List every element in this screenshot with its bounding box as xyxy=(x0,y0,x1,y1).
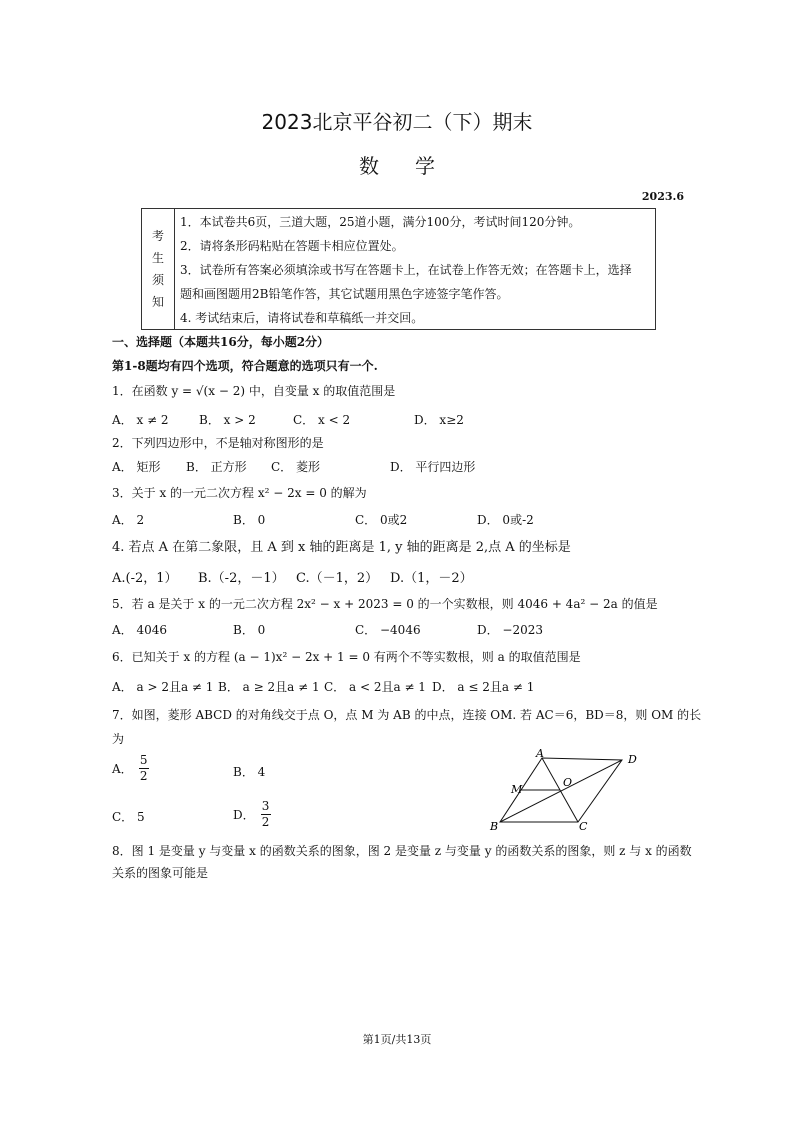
label-b: B xyxy=(490,820,499,833)
q3-option-b: B． 0 xyxy=(233,513,266,527)
question-6-stem: 6．已知关于 x 的方程 (a − 1)x² − 2x + 1 = 0 有两个不等实数根，则 a 的取值范围是 xyxy=(112,650,581,664)
question-2-stem: 2．下列四边形中，不是轴对称图形的是 xyxy=(112,436,324,450)
question-8-stem-cont: 关系的图象可能是 xyxy=(112,866,209,880)
notice-label-char: 须 xyxy=(151,273,164,287)
q2-option-b: B． 正方形 xyxy=(186,460,247,474)
q4-option-c: C.（－1，2） xyxy=(296,571,379,586)
q1-option-a: A． x ≠ 2 xyxy=(112,413,169,427)
q5-option-d: D． −2023 xyxy=(477,623,544,637)
notice-label-char: 考 xyxy=(151,229,164,243)
q7-option-b: B． 4 xyxy=(233,765,266,779)
q2-option-c: C． 菱形 xyxy=(271,460,320,474)
notice-label xyxy=(142,209,175,329)
q7-option-d-label: D． xyxy=(233,808,255,822)
q1-option-c: C． x < 2 xyxy=(293,413,351,427)
rhombus-figure xyxy=(482,748,642,838)
question-1-stem: 1．在函数 y = √(x − 2) 中，自变量 x 的取值范围是 xyxy=(112,384,396,398)
q5-option-a: A． 4046 xyxy=(112,623,168,637)
q5-option-b: B． 0 xyxy=(233,623,266,637)
fraction xyxy=(139,754,149,783)
q6-option-d: D． a ≤ 2且a ≠ 1 xyxy=(432,680,535,694)
q3-option-a: A． 2 xyxy=(112,513,145,527)
label-a: A xyxy=(536,748,544,760)
label-d: D xyxy=(628,753,637,766)
notice-line: 1．本试卷共6页，三道大题，25道小题，满分100分，考试时间120分钟。 xyxy=(180,215,581,229)
notice-label-char: 知 xyxy=(151,295,164,309)
q2-option-d: D． 平行四边形 xyxy=(390,460,476,474)
notice-line: 2．请将条形码粘贴在答题卡相应位置处。 xyxy=(180,239,404,253)
exam-date: 2023.6 xyxy=(641,190,684,203)
q7-option-a xyxy=(112,754,149,783)
fraction-denominator: 2 xyxy=(261,815,270,829)
question-3-stem: 3．关于 x 的一元二次方程 x² − 2x = 0 的解为 xyxy=(112,486,367,500)
q4-option-a: A.(-2，1） xyxy=(112,571,178,586)
q6-option-a: A． a > 2且a ≠ 1 xyxy=(112,680,214,694)
notice-line: 3．试卷所有答案必须填涂或书写在答题卡上，在试卷上作答无效；在答题卡上，选择 xyxy=(180,263,632,277)
q7-option-c: C． 5 xyxy=(112,810,145,824)
subject-title: 数学 xyxy=(359,154,471,178)
label-o: O xyxy=(563,776,573,789)
q1-option-b: B． x > 2 xyxy=(199,413,256,427)
q2-option-a: A． 矩形 xyxy=(112,460,161,474)
fraction-numerator: 5 xyxy=(139,753,148,767)
label-m: M xyxy=(511,783,523,796)
question-5-stem: 5．若 a 是关于 x 的一元二次方程 2x² − x + 2023 = 0 的一个实数根，则 4046 + 4a² − 2a 的值是 xyxy=(112,597,658,611)
q6-option-b: B． a ≥ 2且a ≠ 1 xyxy=(218,680,320,694)
q4-option-d: D.（1，－2） xyxy=(390,571,473,586)
question-7-stem: 7．如图，菱形 ABCD 的对角线交于点 O，点 M 为 AB 的中点，连接 OM. 若 AC＝6，BD＝8，则 OM 的长 xyxy=(112,708,702,722)
q5-option-c: C． −4046 xyxy=(355,623,421,637)
exam-notice-box xyxy=(141,208,656,330)
section-subheading: 第1-8题均有四个选项，符合题意的选项只有一个. xyxy=(112,359,378,373)
fraction-denominator: 2 xyxy=(139,769,148,783)
q4-option-b: B.（-2，－1） xyxy=(198,571,285,586)
q7-option-a-label: A． xyxy=(112,762,133,776)
q1-option-d: D． x≥2 xyxy=(414,413,464,427)
notice-label-char: 生 xyxy=(151,251,164,265)
q3-option-d: D． 0或-2 xyxy=(477,513,534,527)
fraction-numerator: 3 xyxy=(261,799,270,813)
page-title: 2023北京平谷初二（下）期末 xyxy=(261,110,533,134)
label-c: C xyxy=(579,820,588,833)
question-8-stem: 8．图 1 是变量 y 与变量 x 的函数关系的图象，图 2 是变量 z 与变量 y 的函数关系的图象，则 z 与 x 的函数 xyxy=(112,844,692,858)
section-heading: 一、选择题（本题共16分，每小题2分） xyxy=(112,335,330,349)
q3-option-c: C． 0或2 xyxy=(355,513,408,527)
fraction xyxy=(261,800,271,829)
notice-line: 4. 考试结束后，请将试卷和草稿纸一并交回。 xyxy=(180,311,424,325)
question-7-stem-cont: 为 xyxy=(112,732,125,746)
page-number: 第1页/共13页 xyxy=(362,1033,432,1046)
q7-option-d xyxy=(233,800,271,829)
question-4-stem: 4. 若点 A 在第二象限，且 A 到 x 轴的距离是 1, y 轴的距离是 2,点 A 的坐标是 xyxy=(112,540,571,555)
q6-option-c: C． a < 2且a ≠ 1 xyxy=(324,680,426,694)
notice-line: 题和画图题用2B铅笔作答，其它试题用黑色字迹签字笔作答。 xyxy=(180,287,509,301)
